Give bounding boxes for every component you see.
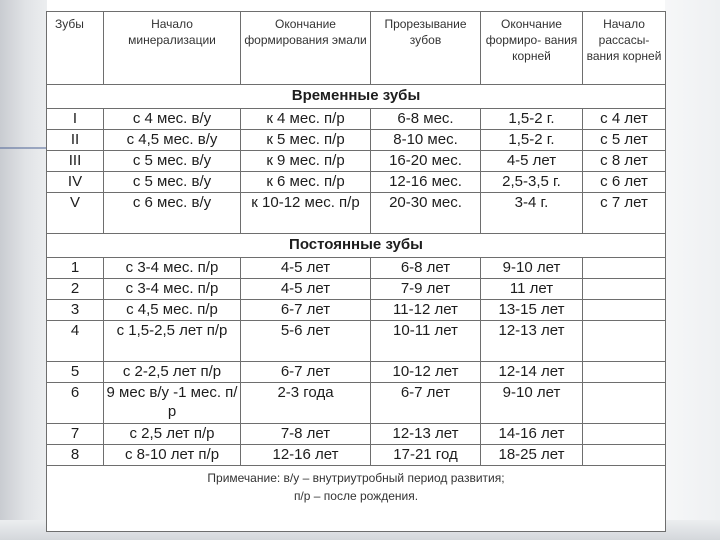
cell-mineralization: с 4 мес. в/у <box>104 109 241 130</box>
table-header-row <box>47 12 666 85</box>
cell-enamel: к 6 мес. п/р <box>241 172 371 193</box>
cell-eruption: 11-12 лет <box>371 300 481 321</box>
cell-enamel: к 4 мес. п/р <box>241 109 371 130</box>
tooth-number: 1 <box>47 258 104 279</box>
cell-mineralization: с 6 мес. в/у <box>104 193 241 234</box>
cell-root-resorption <box>583 424 666 445</box>
table-note <box>47 466 666 532</box>
cell-eruption: 6-8 мес. <box>371 109 481 130</box>
cell-mineralization: с 4,5 мес. п/р <box>104 300 241 321</box>
cell-root-completion: 3-4 г. <box>481 193 583 234</box>
table-row <box>47 362 666 383</box>
cell-root-resorption: с 6 лет <box>583 172 666 193</box>
table-row <box>47 300 666 321</box>
cell-mineralization: с 2,5 лет п/р <box>104 424 241 445</box>
cell-eruption: 17-21 год <box>371 445 481 466</box>
cell-root-resorption <box>583 321 666 362</box>
cell-eruption: 10-12 лет <box>371 362 481 383</box>
cell-mineralization: с 3-4 мес. п/р <box>104 258 241 279</box>
header-root-completion: Окончание формиро- вания корней <box>481 12 583 85</box>
cell-enamel: 4-5 лет <box>241 279 371 300</box>
cell-mineralization: с 3-4 мес. п/р <box>104 279 241 300</box>
table-row <box>47 258 666 279</box>
tooth-number: V <box>47 193 104 234</box>
cell-root-resorption <box>583 362 666 383</box>
tooth-number: 3 <box>47 300 104 321</box>
header-eruption: Прорезывание зубов <box>371 12 481 85</box>
cell-enamel: 6-7 лет <box>241 300 371 321</box>
cell-root-resorption <box>583 300 666 321</box>
cell-eruption: 7-9 лет <box>371 279 481 300</box>
cell-root-resorption <box>583 258 666 279</box>
cell-eruption: 12-16 мес. <box>371 172 481 193</box>
header-root-resorption-start: Начало рассасы- вания корней <box>583 12 666 85</box>
section-header-row <box>47 234 666 258</box>
cell-mineralization: с 4,5 мес. в/у <box>104 130 241 151</box>
tooth-number: 5 <box>47 362 104 383</box>
cell-root-completion: 2,5-3,5 г. <box>481 172 583 193</box>
section-header-row <box>47 85 666 109</box>
table-row <box>47 279 666 300</box>
cell-eruption: 10-11 лет <box>371 321 481 362</box>
table-row <box>47 321 666 362</box>
cell-enamel: 5-6 лет <box>241 321 371 362</box>
tooth-number: 7 <box>47 424 104 445</box>
header-teeth: Зубы <box>47 12 104 85</box>
cell-mineralization: 9 мес в/у -1 мес. п/р <box>104 383 241 424</box>
slide-background-left <box>0 0 47 540</box>
cell-enamel: к 9 мес. п/р <box>241 151 371 172</box>
cell-root-resorption: с 7 лет <box>583 193 666 234</box>
cell-enamel: 4-5 лет <box>241 258 371 279</box>
cell-root-completion: 12-14 лет <box>481 362 583 383</box>
table-note-row <box>47 466 666 532</box>
note-line-2: п/р – после рождения. <box>293 489 419 503</box>
tooth-number: 4 <box>47 321 104 362</box>
cell-root-completion: 1,5-2 г. <box>481 109 583 130</box>
table-row <box>47 383 666 424</box>
cell-enamel: 7-8 лет <box>241 424 371 445</box>
note-line-1: Примечание: в/у – внутриутробный период развития; <box>207 471 505 485</box>
cell-eruption: 20-30 мес. <box>371 193 481 234</box>
cell-root-completion: 11 лет <box>481 279 583 300</box>
cell-enamel: 6-7 лет <box>241 362 371 383</box>
cell-mineralization: с 8-10 лет п/р <box>104 445 241 466</box>
table-row <box>47 193 666 234</box>
cell-root-completion: 9-10 лет <box>481 258 583 279</box>
cell-eruption: 6-7 лет <box>371 383 481 424</box>
tooth-number: II <box>47 130 104 151</box>
table-row <box>47 130 666 151</box>
cell-root-completion: 14-16 лет <box>481 424 583 445</box>
cell-root-completion: 13-15 лет <box>481 300 583 321</box>
cell-enamel: 2-3 года <box>241 383 371 424</box>
tooth-number: I <box>47 109 104 130</box>
cell-enamel: к 10-12 мес. п/р <box>241 193 371 234</box>
cell-mineralization: с 1,5-2,5 лет п/р <box>104 321 241 362</box>
cell-root-resorption <box>583 279 666 300</box>
cell-root-completion: 4-5 лет <box>481 151 583 172</box>
cell-mineralization: с 5 мес. в/у <box>104 151 241 172</box>
tooth-number: 8 <box>47 445 104 466</box>
cell-eruption: 6-8 лет <box>371 258 481 279</box>
table-row <box>47 424 666 445</box>
slide-background-right <box>665 0 720 540</box>
cell-root-resorption: с 5 лет <box>583 130 666 151</box>
cell-enamel: к 5 мес. п/р <box>241 130 371 151</box>
cell-root-resorption <box>583 445 666 466</box>
tooth-number: III <box>47 151 104 172</box>
cell-enamel: 12-16 лет <box>241 445 371 466</box>
tooth-number: 6 <box>47 383 104 424</box>
cell-eruption: 16-20 мес. <box>371 151 481 172</box>
header-mineralization-start: Начало минерализации <box>104 12 241 85</box>
tooth-number: 2 <box>47 279 104 300</box>
cell-eruption: 8-10 мес. <box>371 130 481 151</box>
section-title-permanent: Постоянные зубы <box>47 234 666 258</box>
cell-root-completion: 12-13 лет <box>481 321 583 362</box>
cell-root-completion: 18-25 лет <box>481 445 583 466</box>
header-enamel-completion: Окончание формирования эмали <box>241 12 371 85</box>
cell-eruption: 12-13 лет <box>371 424 481 445</box>
table-row <box>47 445 666 466</box>
teeth-development-table <box>46 11 666 532</box>
table-row <box>47 151 666 172</box>
table-row <box>47 109 666 130</box>
section-title-temporary: Временные зубы <box>47 85 666 109</box>
cell-mineralization: с 2-2,5 лет п/р <box>104 362 241 383</box>
cell-root-resorption: с 4 лет <box>583 109 666 130</box>
cell-root-resorption: с 8 лет <box>583 151 666 172</box>
cell-mineralization: с 5 мес. в/у <box>104 172 241 193</box>
table-row <box>47 172 666 193</box>
cell-root-completion: 1,5-2 г. <box>481 130 583 151</box>
cell-root-resorption <box>583 383 666 424</box>
tooth-number: IV <box>47 172 104 193</box>
cell-root-completion: 9-10 лет <box>481 383 583 424</box>
